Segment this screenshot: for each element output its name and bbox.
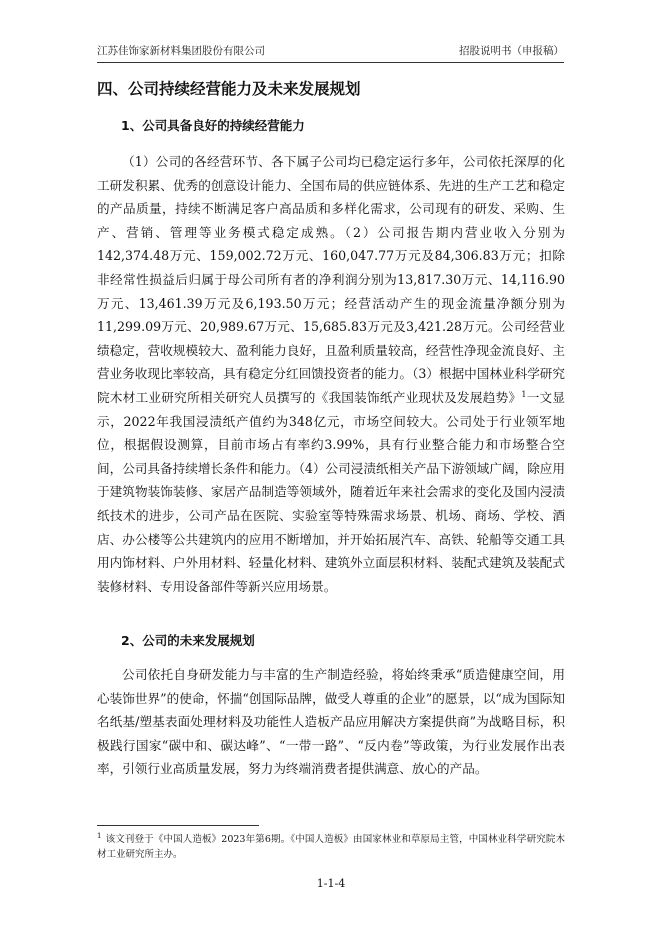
header-company-name: 江苏佳饰家新材料集团股份有限公司	[97, 45, 265, 57]
footnote-divider	[97, 825, 259, 826]
paragraph-future-plan: 公司依托自身研发能力与丰富的生产制造经验，将始终秉承“质造健康空间，用心装饰世界”的使命，怀揣“创国际品牌，做受人尊重的企业”的愿景，以“成为国际知名纸基/塑基表面处理材料及功能性人造板产品应用解决方案提供商”为战略目标，积极践行国家“碳中和、碳达峰”、“一带一路”、“反内卷”等政策，为行业发展作出表率，引领行业高质量发展，努力为终端消费者提供满意、放心的产品。	[97, 667, 565, 777]
page-header	[97, 44, 564, 63]
paragraph-text-part-2: 一文显示，2022年我国浸渍纸产值约为348亿元，市场空间较大。公司处于行业领军地位，根据假设测算，目前市场占有率约3.99%，具有行业整合能力和市场整合空间，公司具备持续增长条件和能力。（4）公司浸渍纸相关产品下游领域广阔，除应用于建筑物装饰装修、家居产品制造等领域外，随着近年来社会需求的变化及国内浸渍纸技术的进步，公司产品在医院、实验室等特殊需求场景、机场、商场、学校、酒店、办公楼等公共建筑内的应用不断增加，并开始拓展汽车、高铁、轮船等交通工具用内饰材料、户外用材料、轻量化材料、建筑外立面层积材料、装配式建筑及装配式装修材料、专用设备部件等新兴应用场景。	[97, 389, 566, 594]
footnote-reference-mark: 1	[521, 389, 527, 399]
footnote-text: 该文刊登于《中国人造板》2023年第6期。《中国人造板》由国家林业和草原局主管，中国林业科学研究院木材工业研究所主办。	[97, 834, 565, 860]
footnote-mark: 1	[97, 831, 102, 840]
subsection-title-2: 2、公司的未来发展规划	[121, 633, 255, 648]
subsection-title-1: 1、公司具备良好的持续经营能力	[121, 118, 305, 133]
paragraph-text-part-1: （1）公司的各经营环节、各下属子公司均已稳定运行多年，公司依托深厚的化工研发积累、优秀的创意设计能力、全国布局的供应链体系、先进的生产工艺和稳定的产品质量，持续不断满足客户高品质和多样化需求，公司现有的研发、采购、生产、营销、管理等业务模式稳定成熟。（2）公司报告期内营业收入分别为142,374.48万元、159,002.72万元、160,047.77万元及84,306.83万元；扣除非经常性损益后归属于母公司所有者的净利润分别为13,817.30万元、14,116.90万元、13,461.39万元及6,193.50万元；经营活动产生的现金流量净额分别为11,299.09万元、20,989.67万元、15,685.83万元及3,421.28万元。公司经营业绩稳定，营收规模较大、盈利能力良好，且盈利质量较高，经营性净现金流良好、主营业务收现比率较高，具有稳定分红回馈投资者的能力。（3）根据中国林业科学研究院木材工业研究所相关研究人员撰写的《我国装饰纸产业现状及发展趋势》	[97, 154, 565, 405]
header-document-type: 招股说明书（申报稿）	[459, 45, 564, 57]
section-title: 四、公司持续经营能力及未来发展规划	[97, 80, 361, 98]
footnote	[97, 832, 565, 862]
page-number: 1-1-4	[316, 877, 346, 890]
paragraph-continuing-operations	[97, 150, 565, 598]
